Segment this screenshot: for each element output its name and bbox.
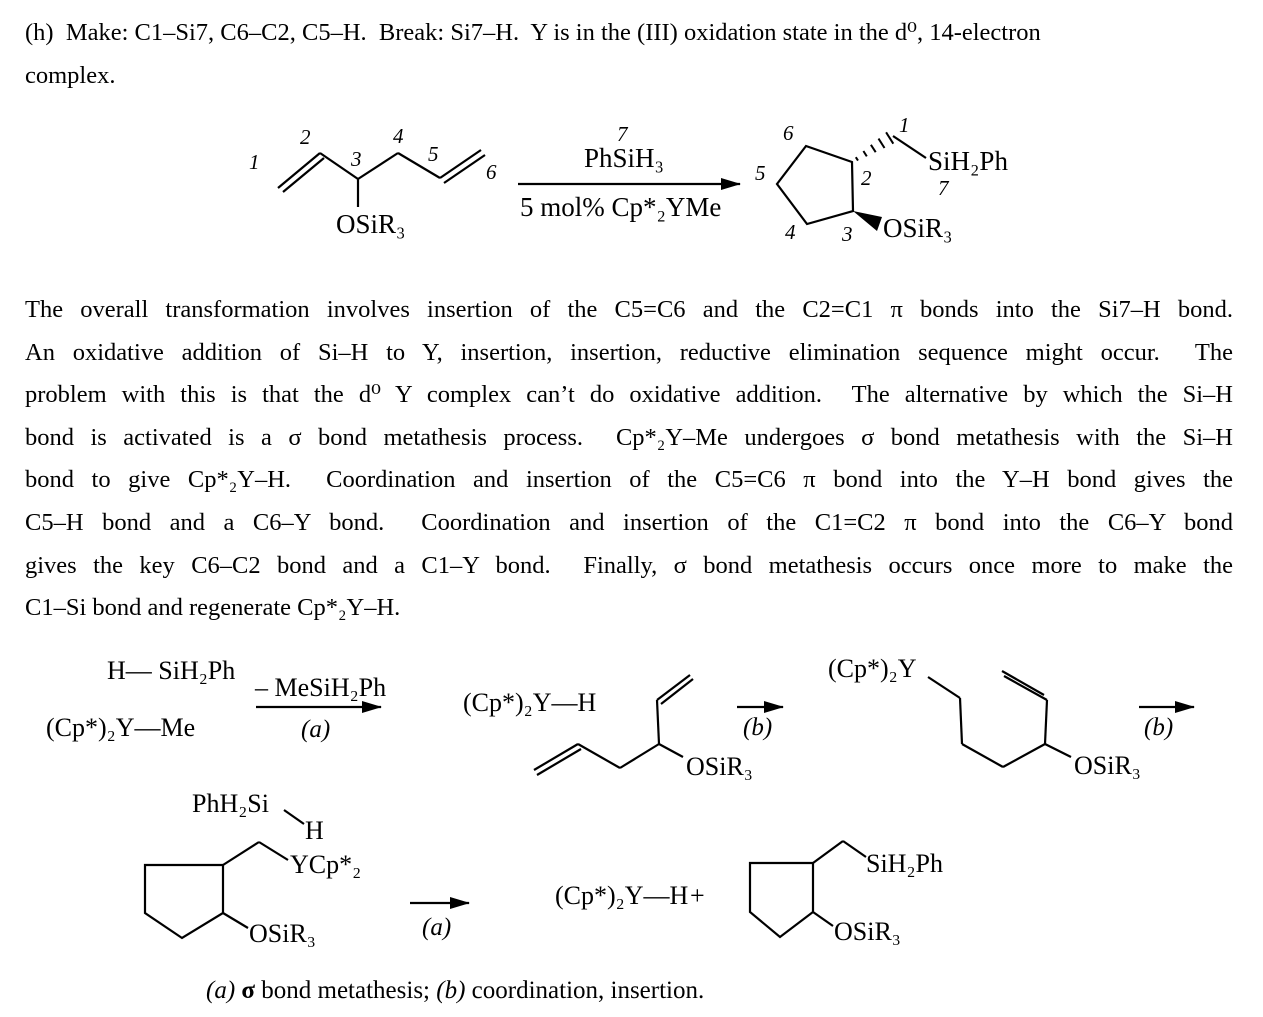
yttrium-chain-label: (Cp*)₂Y	[828, 654, 917, 683]
yttrium-hydride-label: (Cp*)₂Y—H	[463, 688, 597, 717]
silane-reactant-label: H— SiH₂Ph	[107, 656, 236, 685]
arrow4-step-label: (a)	[422, 914, 452, 941]
paragraph-line-3: problem with this is that the d⁰ Y complex can’t do oxidative addition. The alternative by which the Si–H	[25, 381, 1233, 409]
paragraph-line-4: bond is activated is a σ bond metathesis process. Cp*₂Y–Me undergoes σ bond metathesis with the Si–H	[25, 423, 1233, 451]
yttrium-alkyl-chain-skeleton	[928, 671, 1071, 767]
paragraph-line-6: C5–H bond and a C6–Y bond. Coordination and insertion of the C1=C2 π bond into the C6–Y bond	[25, 508, 1233, 536]
product-atom-label-1: 1	[899, 113, 910, 137]
product-atom-label-5: 5	[755, 161, 766, 185]
conditions-reagent-label: PhSiH₃	[584, 143, 664, 173]
conditions-si7-number: 7	[617, 122, 628, 146]
paragraph-line-5: bond to give Cp*₂Y–H. Coordination and insertion of the C5=C6 π bond into the Y–H bond gives the	[25, 466, 1233, 494]
explanation-paragraph	[25, 289, 1233, 630]
paragraph-line-2: An oxidative addition of Si–H to Y, insertion, insertion, reductive elimination sequence might occur. The	[25, 338, 1233, 366]
chain-osir3-label: OSiR₃	[1074, 751, 1141, 780]
paragraph-line-1: The overall transformation involves insertion of the C5=C6 and the C2=C1 π bonds into the Si7–H bond.	[25, 296, 1233, 323]
product-sih2ph-label-2: SiH₂Ph	[866, 849, 943, 878]
caption-step-b: (b)	[436, 977, 466, 1004]
mechanism-caption	[206, 977, 704, 1005]
paragraph-line-8: C1–Si bond and regenerate Cp*₂Y–H.	[25, 594, 401, 622]
substrate-osir3-label: OSiR₃	[336, 209, 406, 239]
ring-osir3-label: OSiR₃	[249, 919, 316, 948]
substrate-atom-label-4: 4	[393, 124, 404, 148]
arrow2-step-label: (b)	[743, 714, 773, 741]
statement-line-2: complex.	[25, 62, 116, 89]
arrow1-step-label: (a)	[301, 716, 331, 743]
silane-h-label: H	[305, 816, 324, 845]
caption-sigma: σ	[235, 977, 256, 1004]
arrow3-step-label: (b)	[1144, 714, 1174, 741]
arrow1-byproduct-label: – MeSiH₂Ph	[255, 673, 387, 702]
bold-wedge-bond	[853, 211, 882, 231]
ycp2-label: YCp*₂	[290, 850, 362, 879]
product-si7-number: 7	[938, 176, 949, 200]
product-atom-label-2: 2	[861, 166, 872, 190]
product-ring	[777, 136, 926, 224]
caption-b-text: coordination, insertion.	[465, 977, 705, 1004]
diene-osir3-label: OSiR₃	[686, 752, 753, 781]
plus-sign: +	[690, 881, 705, 910]
substrate-atom-label-6: 6	[486, 160, 497, 184]
paragraph-line-7: gives the key C6–C2 bond and a C1–Y bond. Finally, σ bond metathesis occurs once more to make the	[25, 551, 1233, 579]
substrate-atom-label-5: 5	[428, 142, 439, 166]
substrate-atom-label-1: 1	[249, 150, 260, 174]
product-osir3-label: OSiR₃	[883, 213, 953, 243]
substrate-atom-label-3: 3	[351, 147, 362, 171]
caption-step-a: (a)	[206, 977, 236, 1004]
phh2si-label: PhH₂Si	[192, 789, 269, 818]
substrate-skeleton	[278, 150, 485, 207]
problem-statement	[25, 11, 1240, 97]
regenerated-hydride-label: (Cp*)₂Y—H	[555, 881, 689, 910]
product-atom-label-3: 3	[842, 222, 853, 246]
caption-a-text: bond metathesis;	[255, 977, 437, 1004]
product-atom-label-6: 6	[783, 121, 794, 145]
statement-line-1: (h) Make: C1–Si7, C6–C2, C5–H. Break: Si7–H. Y is in the (III) oxidation state in the d⁰, 14-electron	[25, 19, 1041, 46]
yttrium-methyl-label: (Cp*)₂Y—Me	[46, 713, 196, 742]
product-osir3-label-2: OSiR₃	[834, 917, 901, 946]
hash-wedge-bond	[856, 132, 894, 160]
substrate-atom-label-2: 2	[300, 125, 311, 149]
product-sih2ph-label: SiH₂Ph	[928, 146, 1008, 176]
product-atom-label-4: 4	[785, 220, 796, 244]
conditions-catalyst-label: 5 mol% Cp*₂YMe	[520, 192, 722, 222]
